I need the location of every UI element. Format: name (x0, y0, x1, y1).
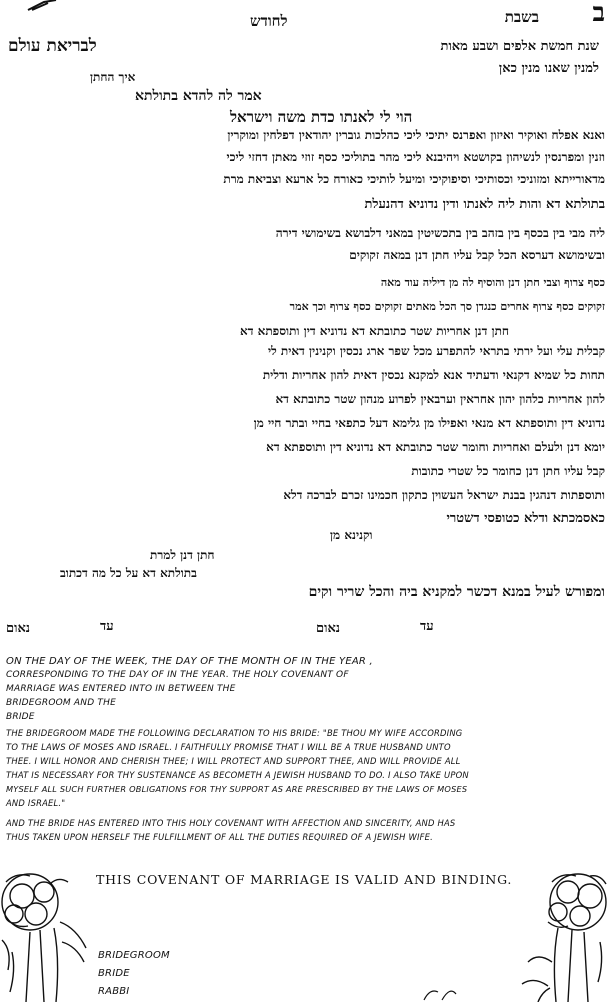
english-para1-line: ON THE DAY OF THE WEEK, THE DAY OF THE MONTH OF IN THE YEAR , (6, 656, 373, 667)
covenant-statement: THIS COVENANT OF MARRIAGE IS VALID AND BINDING. (96, 872, 513, 887)
hebrew-para3-line: יומא דנן ולעלם ואחריות וחומר שטר כתובתא דא נדוניא דין ותוספתא דא (266, 440, 605, 454)
witness-label: עד (420, 619, 434, 634)
hebrew-para1-line: בתולתא דא והות ליה לאנתו ודין נדוניא דהנעלת (364, 197, 605, 212)
hebrew-para4-line: וקנינא מן (330, 528, 373, 542)
hebrew-top-left: לחודש (250, 12, 288, 30)
signature-rabbi: RABBI (98, 986, 130, 997)
witness-label: נאום (316, 621, 341, 636)
english-para2-line: MYSELF ALL SUCH FURTHER OBLIGATIONS FOR THY SUPPORT AS ARE PRESCRIBED BY THE LAWS OF MOSES (6, 784, 468, 794)
english-para1-line: MARRIAGE WAS ENTERED INTO IN BETWEEN THE (6, 684, 236, 694)
english-para2-line: TO THE LAWS OF MOSES AND ISRAEL. I FAITHFULLY PROMISE THAT I WILL BE A TRUE HUSBAND UNTO (6, 742, 451, 752)
english-para2-line: THE BRIDEGROOM MADE THE FOLLOWING DECLARATION TO HIS BRIDE: "BE THOU MY WIFE ACCORDING (6, 728, 463, 738)
hebrew-para2-line: ובשימושא דערסא הכל קבל עליו חתן דנן במאה זקוקים (349, 248, 605, 262)
english-para3-line: AND THE BRIDE HAS ENTERED INTO THIS HOLY COVENANT WITH AFFECTION AND SINCERITY, AND HAS (6, 818, 456, 828)
english-para2-line: AND ISRAEL." (6, 798, 66, 808)
hebrew-para4-line: בתולתא דא על כל מה דכתוב (60, 566, 197, 580)
english-para1-line: BRIDEGROOM AND THE (6, 698, 116, 708)
hebrew-para1-line: מדאורייתא ומזוניכי וכסותיכי וסיפוקיכי ומיעל לותיכי כאורח כל ארעא וצביאת מרת (223, 172, 605, 186)
hebrew-line1-right: שנת חמשת אלפים ושבע מאות (440, 39, 599, 54)
hebrew-line1-left: לבריאת עולם (8, 36, 97, 56)
floral-tree-icon (0, 862, 92, 1002)
witness-label: נאום (6, 621, 31, 636)
opening-letter-icon: ב (592, 0, 605, 28)
hebrew-para4-line: ומפורש לעיל במנא דכשר למקניא ביה והכל שריר וקים (308, 584, 605, 600)
corner-flourish-icon (26, 0, 60, 12)
hebrew-para4-line: חתן דנן למרת (150, 548, 215, 562)
witness-label: עד (100, 619, 114, 634)
hebrew-line4: הוי לי לאנתו כדת משה וישראל (230, 108, 413, 126)
hebrew-para2-line: ליה מבי בין בכסף בין בזהב בין בתכשיטין במאני דלבושא בשימושי דירה (275, 226, 605, 240)
hebrew-line2-right: למנין שאנו מנין כאן (498, 61, 599, 76)
hebrew-top-right: בשבת (504, 8, 539, 26)
hebrew-para3-line: נדוניא דין ותוספתא דא מנאי ואפילו מן גלימא דעל כתפאי בחיי ובתר חיי מן (253, 416, 605, 430)
hebrew-para3-line: ותוספתות דנהגין בבנת ישראל העשוין כתקון חכמינו זכרם לברכה דלא (283, 488, 605, 502)
signature-bride: BRIDE (98, 968, 130, 979)
floral-tree-icon (508, 862, 609, 1002)
english-para2-line: THEE. I WILL HONOR AND CHERISH THEE; I WILL PROTECT AND SUPPORT THEE, AND WILL PROVIDE ALL (6, 756, 461, 766)
hebrew-para3-line: כאסמכתא ודלא כטופסי דשטרי (446, 511, 605, 526)
hebrew-para3-line: קבלית עלי ועל ירתי בתראי להתפרע מכל שפר ארג נכסין וקנינין דאית לי (267, 344, 605, 358)
english-para3-line: THUS TAKEN UPON HERSELF THE FULFILLMENT OF ALL THE DUTIES REQUIRED OF A JEWISH WIFE. (6, 832, 434, 842)
english-para2-line: THAT IS NECESSARY FOR THY SUSTENANCE AS BECOMETH A JEWISH HUSBAND TO DO. I ALSO TAKE UPON (6, 770, 469, 780)
ornament-icon (420, 984, 460, 1002)
hebrew-para3-line: להון אחריות כלהון יהון אחראין וערבאין לפרוע מנהון שטר כתובתא דא (275, 392, 605, 406)
english-para1-line: BRIDE (6, 712, 35, 722)
hebrew-para2-line: זקוקים כסף צרוף אחרים כנגדן סך הכל מאתים זקוקים כסף צרוף וכך אמר (289, 300, 605, 313)
hebrew-para1-line: וזנין ומפרנסין לנשיהון בקושטא ויהיבנא ליכי מהר בתוליכי כסף זוזי מאתן דחזי ליכי (226, 150, 605, 164)
signature-bridegroom: BRIDEGROOM (98, 950, 170, 961)
hebrew-line2-left: איך החתן (90, 70, 136, 84)
hebrew-para3-line: תחות כל שמיא דקנאי ודעתיד אנא למקנא נכסין דאית להון אחריות ודלית (262, 368, 605, 382)
hebrew-line3: אמר לה להדא בתולתא (135, 88, 262, 104)
hebrew-para1-line: ואנא אפלח ואוקיר ואיזון ואפרנס יתיכי ליכי כהלכות גוברין יהודאין דפלחין ומוקרין (227, 128, 605, 142)
hebrew-para3-line: קבל עליו חתן דנן כחומר כל שטרי כתובות (411, 464, 605, 478)
hebrew-para3-heading: חתן דנן אחריות שטר כתובתא דא נדוניא דין ותוספתא דא (239, 324, 509, 338)
english-para1-line: CORRESPONDING TO THE DAY OF IN THE YEAR. THE HOLY COVENANT OF (6, 670, 349, 680)
hebrew-para2-line: כסף צרוף וצבי חתן דנן והוסיף לה מן דיליה עוד מאה (380, 276, 605, 289)
